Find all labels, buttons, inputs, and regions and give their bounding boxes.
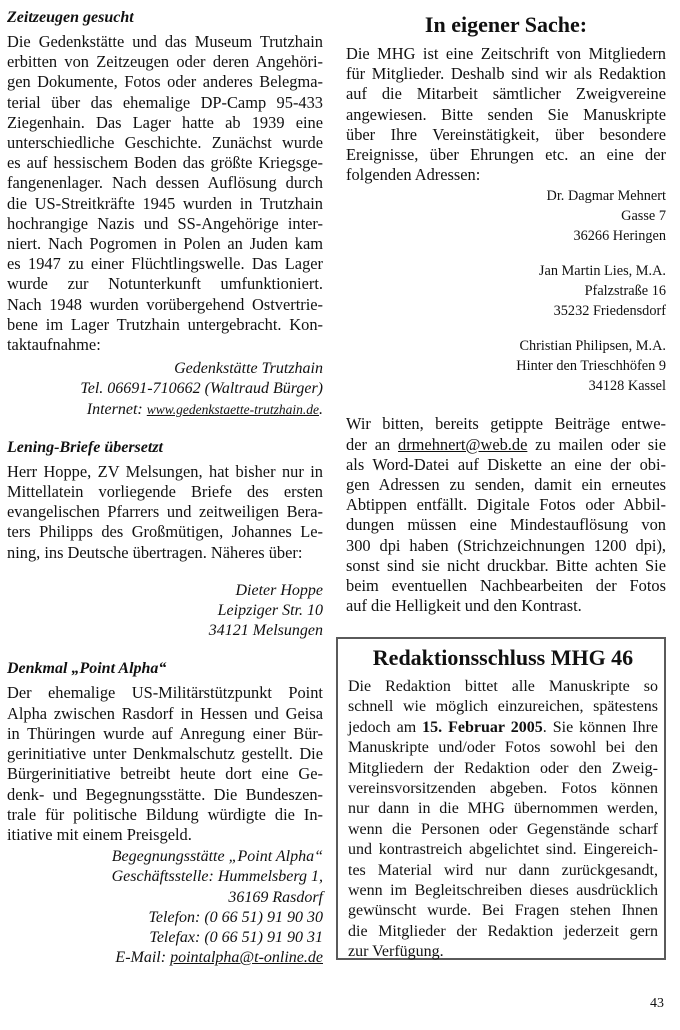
text-line: Mitgliedern der Redaktion oder den Zweig- [348, 759, 658, 777]
text-line: beim eventuellen Nachbearbeiten der Fotos [346, 576, 666, 596]
text-line: tes Material wird nur dann zurückgesandt, [348, 861, 658, 879]
text-line: unterschiedliche Geschichte. Zunächst wurde [7, 133, 323, 153]
left-column [7, 8, 323, 968]
deadline-box [336, 637, 666, 960]
text-line: und kontrastreich abgelichtet sind. Eingereich- [348, 841, 658, 859]
text-line: auf die Helligkeit und den Kontrast. [346, 596, 582, 616]
contact-phone: Tel. 06691-710662 (Waltraud Bürger) [80, 380, 323, 398]
intro-body [346, 44, 666, 185]
page-title: In eigener Sache: [424, 12, 588, 37]
text-line [348, 718, 658, 738]
text-line: Die Redaktion bittet alle Manuskripte so [348, 678, 658, 695]
contact-line: Leipziger Str. 10 [217, 602, 323, 620]
text-line: evangelischen Pfarrers und zeitweiligen Bera- [7, 502, 323, 522]
text-line: angewiesen. Bitte senden Sie Manuskripte [346, 104, 666, 124]
text-line: taktaufnahme: [7, 335, 101, 355]
text-fragment: zu mailen oder sie [527, 434, 666, 454]
section-body [7, 683, 323, 845]
address-line: Jan Martin Lies, M.A. [538, 263, 666, 280]
page-number: 43 [650, 996, 664, 1011]
deadline-title: Redaktionsschluss MHG 46 [372, 645, 634, 670]
text-line: itiative mit einem Preisgeld. [7, 824, 192, 844]
address-line: Dr. Dagmar Mehnert [546, 188, 666, 205]
text-line: denk- und Begegnungsstätte. Die Bundeszen- [7, 784, 323, 804]
text-line: nur dann in die MHG übernommen werden, [348, 800, 658, 818]
text-line: gen Adressen zu senden, damit ein erneutes [346, 475, 666, 495]
section-body [7, 462, 323, 563]
section-point-alpha [7, 659, 323, 968]
text-line: bene im Lager Trutzhain untergebracht. Kon- [7, 314, 323, 334]
text-fragment: der an [346, 434, 399, 454]
address-entry [346, 336, 666, 396]
text-line: gerinitiative unter Denkmalschutz gestellt. Die [7, 744, 323, 764]
text-line: für Mitglieder. Deshalb sind wir als Redaktion [346, 64, 666, 84]
contact-line: Telefax: (0 66 51) 91 90 31 [149, 928, 323, 946]
request-body [346, 414, 666, 616]
section-lening [7, 438, 323, 642]
text-line: es auf hessischem Boden das größte Kriegsge- [7, 153, 323, 173]
text-line: folgenden Adressen: [346, 165, 481, 185]
address-line: Pfalzstraße 16 [584, 283, 666, 300]
text-line: Mittellatein vorliegende Briefe des ersten [7, 482, 323, 502]
text-line: die Mitglieder der Redaktion jederzeit gern [348, 922, 658, 940]
text-line: terial über das ehemalige DP-Camp 95-433 [7, 92, 323, 112]
text-line: Herr Hoppe, ZV Melsungen, hat bisher nur in [7, 461, 323, 481]
deadline-date: 15. Februar 2005 [422, 718, 543, 736]
text-line: Der ehemalige US-Militärstützpunkt Point [7, 683, 323, 703]
text-line: gen Dokumente, Fotos oder anderes Belegma- [7, 72, 323, 92]
address-entry [346, 186, 666, 246]
text-line: wenn die Personen oder Gegenstände scharf [348, 820, 658, 838]
text-line: die US-Streitkräfte 1945 wurden in Trutzhain [7, 193, 323, 213]
right-column [346, 8, 666, 616]
address-block [346, 186, 666, 396]
website-link[interactable]: www.gedenkstaette-trutzhain.de [146, 401, 319, 417]
contact-email [7, 948, 323, 968]
contact-block [7, 581, 323, 642]
contact-line: Dieter Hoppe [235, 581, 323, 599]
text-line: Ereignisse, über Ehrungen etc. an eine der [346, 145, 666, 165]
deadline-body [348, 677, 658, 963]
text-line: Alpha zwischen Rasdorf in Hessen und Geisa [7, 703, 323, 723]
text-line: trale für politische Bildung würdigte die In- [7, 804, 323, 824]
text-line: erbitten von Zeitzeugen oder deren Angehöri- [7, 52, 323, 72]
contact-block [7, 847, 323, 968]
text-line: dungen müssen eine Mindestauflösung von [346, 515, 666, 535]
text-line [346, 435, 666, 455]
contact-block [7, 359, 323, 420]
punctuation: . [319, 400, 323, 418]
text-line: Die MHG ist eine Zeitschrift von Mitgliedern [346, 44, 666, 63]
text-line: 300 dpi haben (Strichzeichnungen 1200 dpi), [346, 535, 666, 555]
text-line: fangenenlager. Nach dessen Auflösung durch [7, 173, 323, 193]
text-line: hochrangige Nazis und SS-Angehörige inter- [7, 213, 323, 233]
address-line: Gasse 7 [621, 208, 666, 225]
text-line: niert. Nach Pogromen in Polen an Juden kam [7, 234, 323, 254]
contact-line: Begegnungsstätte „Point Alpha“ [111, 848, 323, 866]
text-line: als Word-Datei auf Diskette an eine der obi- [346, 454, 666, 474]
address-entry [346, 261, 666, 321]
text-line: ters Philipps des Großmütigen, Johannes Le- [7, 522, 323, 542]
text-line: Nach 1948 wurden vorübergehend Ostvertrie- [7, 294, 323, 314]
text-line: gewünscht wurde. Bei Fragen stehen Ihnen [348, 902, 658, 920]
text-fragment: jedoch am [348, 718, 423, 736]
contact-line: Telefon: (0 66 51) 91 90 30 [148, 908, 323, 926]
text-line: es 1947 zu einer Flüchtlingswelle. Das Lager [7, 254, 323, 274]
text-line: wenn im Begleitschreiben dieses ausdrücklich [348, 882, 658, 900]
text-line: vereinsvorsitzenden abgeben. Fotos können [348, 780, 658, 798]
email-link[interactable]: drmehnert@web.de [398, 434, 528, 454]
address-line: 34128 Kassel [588, 378, 666, 395]
section-heading: Zeitzeugen gesucht [7, 9, 134, 26]
text-line: ning, ins Deutsche übertragen. Näheres über: [7, 542, 303, 562]
contact-line: Geschäftsstelle: Hummelsberg 1, [111, 868, 323, 886]
address-line: 36266 Heringen [573, 228, 666, 245]
contact-name: Gedenkstätte Trutzhain [174, 360, 323, 378]
text-line: Ziegenhain. Das Lager hatte ab 1939 eine [7, 112, 323, 132]
text-fragment: . Sie können Ihre [542, 718, 658, 736]
section-heading: Lening-Briefe übersetzt [7, 438, 163, 456]
address-line: Christian Philipsen, M.A. [519, 338, 666, 355]
text-line: Abtippen entfällt. Digitale Fotos oder Abbil- [346, 495, 666, 515]
contact-line: 36169 Rasdorf [228, 888, 323, 906]
email-label: E-Mail: [115, 949, 171, 967]
contact-line: 34121 Melsungen [208, 622, 323, 640]
text-line: Manuskripte und/oder Fotos sowohl bei den [348, 739, 658, 757]
section-zeitzeugen [7, 8, 323, 420]
address-line: 35232 Friedensdorf [553, 303, 666, 320]
text-line: über Ihre Vereinstätigkeit, über besondere [346, 124, 666, 144]
contact-internet [7, 400, 323, 420]
section-heading: Denkmal „Point Alpha“ [7, 660, 167, 678]
internet-label: Internet: [86, 400, 147, 418]
address-line: Hinter den Trieschhöfen 9 [516, 358, 666, 375]
text-line: Die Gedenkstätte und das Museum Trutzhain [7, 32, 323, 51]
text-line: in Thüringen wurde auf Anregung einer Bür- [7, 723, 323, 743]
section-body [7, 32, 323, 355]
text-line: zur Verfügung. [348, 943, 444, 961]
text-line: wurde zur Notunterkunft umfunktioniert. [7, 274, 323, 294]
email-link[interactable]: pointalpha@t-online.de [170, 949, 323, 967]
text-line: schnell wie möglich einzureichen, spätestens [348, 698, 658, 716]
text-line: auf die Mitarbeit sämtlicher Zweigvereine [346, 84, 666, 104]
text-line: Wir bitten, bereits getippte Beiträge entwe- [346, 414, 666, 434]
text-line: sonst sind sie nicht druckbar. Bitte achten Sie [346, 555, 666, 575]
text-line: Bürgerinitiative betreibt heute dort eine Ge- [7, 764, 323, 784]
